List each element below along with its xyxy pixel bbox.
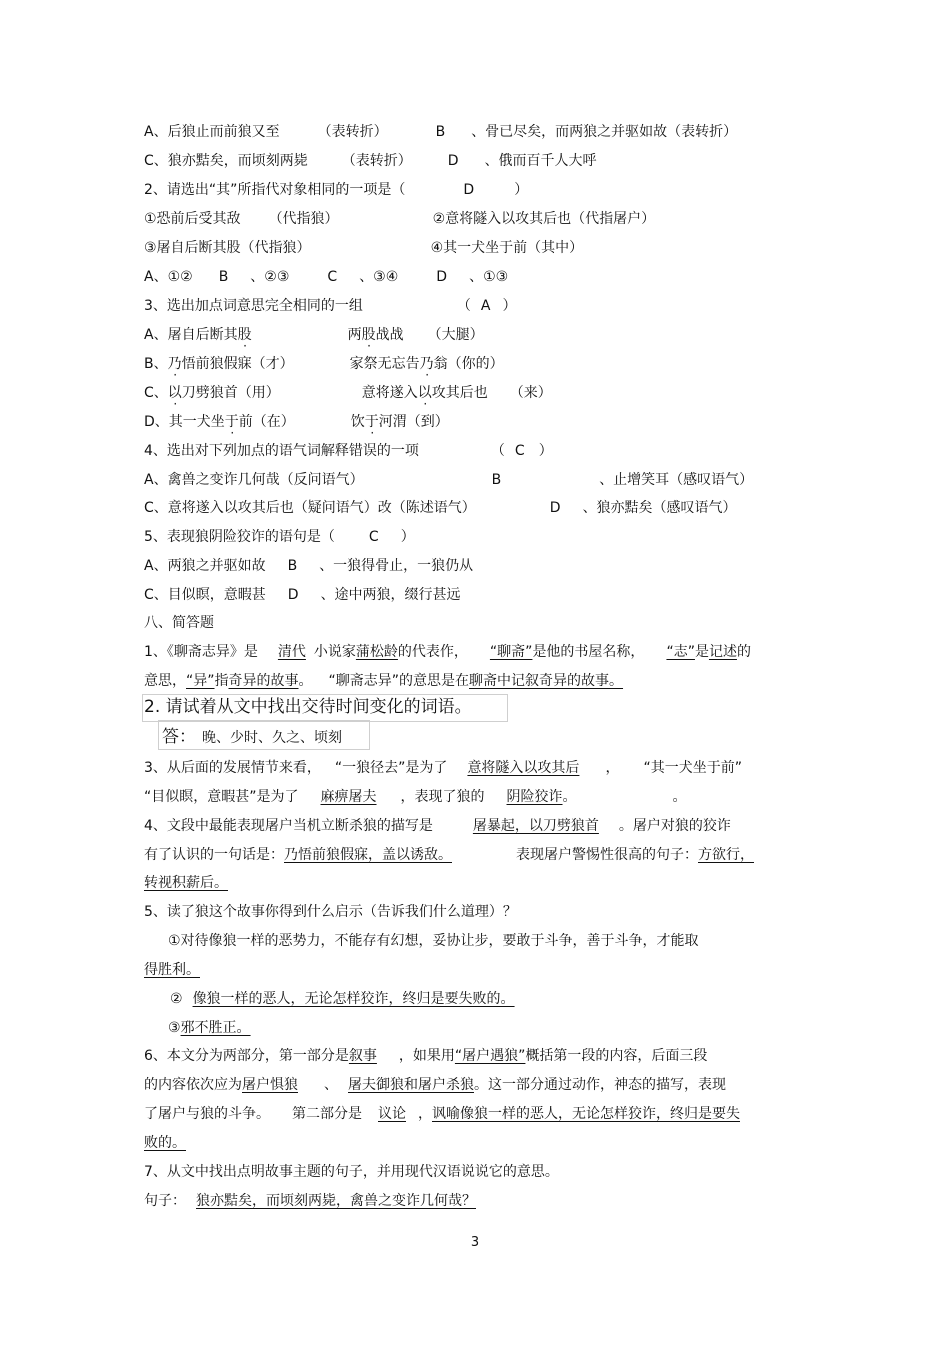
text: 指	[214, 673, 229, 689]
option-c-note: （表转折）	[341, 153, 412, 169]
text: ，	[418, 1106, 432, 1122]
answer-line	[168, 1018, 251, 1038]
filled-blank: 记述	[708, 644, 737, 660]
option-line	[144, 383, 552, 403]
filled-blank: 奇异的故事	[228, 673, 299, 689]
dotted-word: 股	[237, 327, 252, 343]
option-line	[144, 325, 484, 345]
filled-blank: “屠户遇狼”	[454, 1048, 526, 1064]
question-text: 2、请选出“其”所指代对象相同的一项是（	[144, 182, 406, 198]
question-text: 1、《聊斋志异》是	[144, 644, 258, 660]
dotted-word: 股	[361, 327, 376, 343]
bracket: ）	[538, 443, 553, 459]
option-text: 攻其后也	[431, 385, 488, 401]
filled-blank: 败的。	[144, 1135, 186, 1151]
answer-label: 句子：	[144, 1193, 186, 1209]
item: ①恐前后受其敌	[144, 211, 241, 227]
question-text: 6、本文分为两部分，第一部分是	[144, 1048, 349, 1064]
option-text: 前（在）	[238, 414, 295, 430]
filled-blank: “聊斋”	[489, 644, 533, 660]
option-text: 饮	[350, 414, 365, 430]
option-text: 家祭无忘告	[349, 356, 420, 372]
option-d: 、①③	[469, 269, 509, 285]
text: “一狼径去”是为了	[334, 760, 448, 776]
text: “聊斋志异”的意思是在	[328, 673, 470, 689]
option-a: A、①②	[144, 269, 193, 285]
answer-line	[162, 727, 342, 748]
option-d-letter: D	[436, 269, 448, 285]
option-c: C、	[144, 385, 168, 401]
option-b-letter: B	[287, 558, 298, 574]
text: 、	[324, 1077, 338, 1093]
answer-text: 晚、少时、久之、顷刻	[202, 730, 342, 746]
answer: A	[480, 298, 491, 314]
question-text: 5、表现狼阴险狡诈的语句是（	[144, 529, 335, 545]
option-b-letter: B	[491, 472, 502, 488]
option-b-letter: B	[218, 269, 229, 285]
option-d-letter: D	[447, 153, 459, 169]
text: ，如果用	[398, 1048, 455, 1064]
item: ②意将隧入以攻其后也（代指屠户）	[432, 211, 656, 227]
text: “其一犬坐于前”	[643, 760, 742, 776]
answer-line	[144, 1046, 707, 1066]
answer-line	[144, 873, 228, 893]
item-line	[144, 209, 655, 229]
text: 是	[694, 644, 709, 660]
answer-line	[168, 931, 767, 951]
option-a: A、屠自后断其	[144, 327, 238, 343]
dotted-word: 于	[364, 414, 379, 430]
text: 有了认识的一句话是：	[144, 847, 284, 863]
item-marker: ②	[170, 991, 183, 1007]
text: 是他的书屋名称，	[532, 644, 645, 660]
text: 的	[736, 644, 751, 660]
question-text: 2. 请试着从文中找出交待时间变化的词语。	[144, 697, 472, 717]
option-b-letter: B	[435, 124, 446, 140]
option-line	[144, 354, 504, 374]
option-note: （来）	[509, 385, 552, 401]
text: 第二部分是	[292, 1106, 362, 1122]
section-title: 八、简答题	[144, 615, 214, 631]
question-text: 7、从文中找出点明故事主题的句子，并用现代汉语说说它的意思。	[144, 1164, 559, 1180]
text: 了屠户与狼的斗争。	[144, 1106, 270, 1122]
option-text: 刀劈狼首（用）	[181, 385, 280, 401]
filled-blank: 得胜利。	[144, 962, 200, 978]
dotted-word: 以	[167, 385, 182, 401]
answer-line	[144, 960, 200, 980]
section-heading	[144, 613, 214, 633]
answer-line	[144, 758, 742, 778]
item-note: （代指狼）	[268, 211, 339, 227]
filled-blank: 转视积薪后。	[144, 875, 228, 891]
answer-line	[144, 1133, 200, 1153]
option-line	[144, 151, 597, 171]
text: 。	[562, 789, 577, 805]
question-line	[144, 902, 517, 922]
option-d: D、其一犬坐	[144, 414, 225, 430]
option-text: 两	[347, 327, 362, 343]
filled-blank: 麻痹屠夫	[320, 789, 377, 805]
text: 。	[298, 673, 313, 689]
filled-blank: 清代	[277, 644, 306, 660]
text: 意思，	[144, 673, 186, 689]
text: 。	[672, 789, 687, 805]
answer-line	[144, 845, 774, 865]
answer-label: 答：	[162, 727, 196, 747]
filled-blank: 叙事	[348, 1048, 377, 1064]
dotted-word: 乃	[167, 356, 182, 372]
answer: C	[514, 443, 525, 459]
option-a-note: （表转折）	[317, 124, 388, 140]
option-b: B、	[144, 356, 168, 372]
filled-blank: 方欲行，	[698, 847, 754, 863]
option-b: 、止增笑耳（感叹语气）	[599, 472, 754, 488]
text: 概括第一段的内容，后面三段	[525, 1048, 708, 1064]
answer-line	[144, 1104, 774, 1124]
bracket: （	[456, 298, 471, 314]
filled-blank: 阴险狡诈	[506, 789, 563, 805]
text: 的内容依次应为	[144, 1077, 242, 1093]
filled-blank: 讽喻像狼一样的恶人，无论怎样狡诈，终归是要失	[432, 1106, 740, 1122]
option-line	[144, 498, 737, 518]
option-d-letter: D	[287, 587, 299, 603]
option-a: A、两狼之并驱如故	[144, 558, 266, 574]
question-text: 3、从后面的发展情节来看，	[144, 760, 321, 776]
text: ，	[605, 760, 620, 776]
filled-blank: 蒲松龄	[355, 644, 398, 660]
filled-blank: 狼亦黠矣，而顷刻两毙，禽兽之变诈几何哉？	[196, 1193, 476, 1209]
dotted-word: 乃	[419, 356, 434, 372]
option-b: 、②③	[250, 269, 290, 285]
item: ③屠自后断其股（代指狼）	[144, 240, 311, 256]
filled-blank: 意将隧入以攻其后	[467, 760, 580, 776]
text: 。这一部分通过动作，神态的描写，表现	[474, 1077, 726, 1093]
option-text: 战战	[375, 327, 404, 343]
item-line	[144, 238, 583, 258]
filled-blank: 乃悟前狼假寐，盖以诱敌。	[284, 847, 452, 863]
option-text: 翁（你的）	[433, 356, 504, 372]
option-a: A、禽兽之变诈几何哉（反问语气）	[144, 472, 364, 488]
text: 的代表作，	[397, 644, 468, 660]
filled-blank: 屠夫御狼和屠户杀狼	[348, 1077, 474, 1093]
option-a: A、后狼止而前狼又至	[144, 124, 280, 140]
text: “目似瞑，意暇甚”是为了	[144, 789, 299, 805]
option-line	[144, 585, 461, 605]
question-text: 5、读了狼这个故事你得到什么启示（告诉我们什么道理）？	[144, 904, 517, 920]
question-text: 3、选出加点词意思完全相同的一组	[144, 298, 363, 314]
option-text: 意将遂入	[361, 385, 418, 401]
option-note: （大腿）	[427, 327, 484, 343]
answer-line	[144, 642, 751, 662]
answer-line	[144, 816, 731, 836]
option-d: 、狼亦黠矣（感叹语气）	[582, 500, 737, 516]
filled-blank: 像狼一样的恶人，无论怎样狡诈，终归是要失败的。	[192, 991, 515, 1007]
filled-blank: 聊斋中记叙奇异的故事。	[469, 673, 624, 689]
option-d: 、途中两狼，缀行甚远	[320, 587, 461, 603]
option-line	[144, 556, 473, 576]
question-line	[144, 296, 517, 316]
bracket: （	[490, 443, 505, 459]
text: 表现屠户警惕性很高的句子：	[516, 847, 698, 863]
option-text: 河渭（到）	[378, 414, 449, 430]
filled-blank: “异”	[186, 673, 215, 689]
text: 。屠户对狼的狡诈	[618, 818, 731, 834]
dotted-word: 于	[224, 414, 239, 430]
answer-line	[170, 989, 571, 1009]
option-line	[144, 470, 753, 490]
question-line	[144, 697, 472, 717]
answer-line	[144, 671, 663, 691]
question-line	[144, 1162, 559, 1182]
bracket: ）	[502, 298, 517, 314]
option-c: C、狼亦黠矣，而顷刻两毙	[144, 153, 308, 169]
option-d: 、俄而百千人大呼	[484, 153, 597, 169]
option-c: C、意将遂入以攻其后也（疑问语气）改（陈述语气）	[144, 500, 476, 516]
answer: D	[463, 182, 475, 198]
text: 小说家	[313, 644, 356, 660]
option-text: 悟前狼假寐（才）	[181, 356, 294, 372]
dotted-word: 以	[417, 385, 432, 401]
page-number: 3	[470, 1235, 480, 1250]
answer-text: ①对待像狼一样的恶势力，不能存有幻想，妥协让步，要敢于斗争，善于斗争，才能取	[168, 933, 699, 949]
option-line	[144, 122, 737, 142]
question-line	[144, 527, 415, 547]
bracket: ）	[514, 182, 529, 198]
answer-line	[144, 787, 687, 807]
option-c: C、目似瞑，意暇甚	[144, 587, 266, 603]
option-c: 、③④	[359, 269, 399, 285]
filled-blank: 屠暴起，以刀劈狼首	[472, 818, 599, 834]
filled-blank: 屠户惧狼	[242, 1077, 298, 1093]
option-line	[144, 267, 508, 287]
answer: C	[368, 529, 379, 545]
answer-line	[144, 1075, 726, 1095]
option-b: 、一狼得骨止，一狼仍从	[319, 558, 474, 574]
question-line	[144, 441, 553, 461]
option-line	[144, 412, 449, 432]
option-d-letter: D	[549, 500, 561, 516]
question-text: 4、文段中最能表现屠户当机立断杀狼的描写是	[144, 818, 433, 834]
option-b: 、骨已尽矣，而两狼之并驱如故（表转折）	[471, 124, 738, 140]
filled-blank: 议论	[378, 1106, 406, 1122]
filled-blank: 邪不胜正。	[180, 1020, 251, 1036]
item: ④其一犬坐于前（其中）	[430, 240, 584, 256]
filled-blank: “志”	[666, 644, 695, 660]
question-text: 4、选出对下列加点的语气词解释错误的一项	[144, 443, 419, 459]
bracket: ）	[400, 529, 415, 545]
item-marker: ③	[168, 1020, 181, 1036]
question-line	[144, 180, 528, 200]
text: ，表现了狼的	[400, 789, 485, 805]
option-c-letter: C	[327, 269, 338, 285]
answer-line	[144, 1191, 516, 1211]
